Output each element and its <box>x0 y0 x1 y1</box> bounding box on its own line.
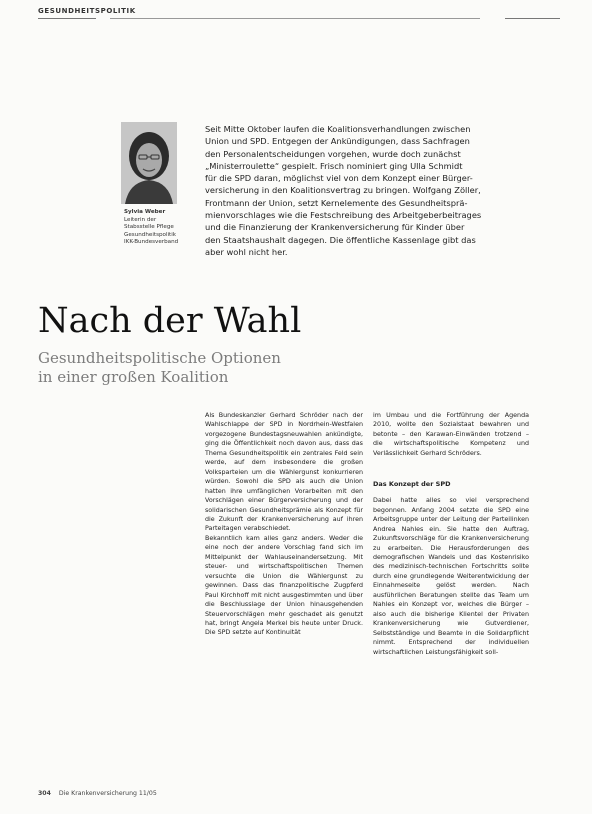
intro-line: Frontmann der Union, setzt Kernelemente des Gesundheitsprä- <box>205 197 468 208</box>
subtitle-line: Gesundheitspolitische Optionen <box>38 349 281 367</box>
author-role-line: Leiterin der <box>124 216 157 223</box>
author-role-line: IKK-Bundesverband <box>124 239 179 246</box>
page-footer <box>38 790 157 797</box>
body-paragraph: Als Bundeskanzler Gerhard Schröder nach der Wahlschlappe der SPD in Nordrhein-Westfalen vorgezogene Bundestagsneuwahlen ankündigte, ging die Öffentlichkeit noch davon aus, dass das Thema Gesundheitspolitik ein zentrales Feld sein werde, auf dem insbesondere die großen Volksparteien um die Wählergunst konkurrieren würden. Sowohl die SPD als auch die Union hatten ihre umfänglichen Vorarbeiten mit den Vorschlägen einer Bürgerversicherung und der solidarischen Gesundheitsprämie als Konzept für die Zukunft der Krankenversicherung auf ihren Parteitagen verabschiedet. <box>205 412 363 533</box>
subtitle-line: in einer großen Koalition <box>38 368 229 386</box>
intro-line: und die Finanzierung der Krankenversicherung für Kinder über <box>205 222 465 233</box>
author-name: Sylvia Weber <box>124 209 166 215</box>
author-role-line: Gesundheitspolitik <box>124 231 177 238</box>
intro-line: aber wohl nicht her. <box>205 246 288 257</box>
body-column-2 <box>373 411 529 657</box>
intro-line: den Staatshaushalt dagegen. Die öffentliche Kassenlage gibt das <box>205 234 476 245</box>
intro-lead <box>205 123 525 258</box>
intro-line: den Personalentscheidungen vorgehen, wurde doch zunächst <box>205 148 461 159</box>
header-rule <box>505 18 560 19</box>
author-caption <box>124 209 204 247</box>
body-paragraph: Bekanntlich kam alles ganz anders. Weder die eine noch der andere Vorschlag fand sich im Mittelpunkt der Wahlauseinandersetzung. Mit steuer- und wirtschaftspolitischen Themen versuchte die Union die Wählergunst zu gewinnen. Dass das finanzpolitische Zugpferd Paul Kirchhoff mit nicht ausgestimmten und über die Beschlusslage der Union hinausgehenden Steuervorschlägen mehr geschadet als genutzt hat, bringt Angela Merkel bis heute unter Druck. Die SPD setzte auf Kontinuität <box>205 534 363 637</box>
intro-line: versicherung in den Koalitionsvertrag zu bringen. Wolfgang Zöller, <box>205 185 481 196</box>
body-paragraph: Dabei hatte alles so viel versprechend begonnen. Anfang 2004 setzte die SPD eine Arbeitsgruppe unter der Leitung der Parteilinken Andrea Nahles ein. Sie hatte den Auftrag, Zukunftsvorschläge für die Krankenversicherung zu erarbeiten. Die Herausforderungen des demografischen Wandels und das Kostenrisiko des medizinisch-technischen Fortschritts sollte durch eine grundlegende Weiterentwicklung der Einnahmeseite gelöst werden. Nach ausführlichen Beratungen stellte das Team um Nahles ein Konzept vor, welches die Bürger – also auch die bisherige Klientel der Privaten Krankenversicherung wie Gutverdiener, Selbstständige und Beamte in die Solidarpflicht nimmt. Entsprechend der individuellen wirtschaftlichen Leistungsfähigkeit soll- <box>373 497 529 656</box>
intro-line: mienvorschlages wie die Festschreibung des Arbeitgeberbeitrages <box>205 210 482 221</box>
body-column-1 <box>205 411 363 638</box>
intro-line: Seit Mitte Oktober laufen die Koalitionsverhandlungen zwischen <box>205 124 471 134</box>
section-heading: Das Konzept der SPD <box>373 480 451 489</box>
body-paragraph: im Umbau und die Fortführung der Agenda 2010, wollte den Sozialstaat bewahren und betonte – den Karawan-Einwänden trotzend – die wirtschaftspolitische Kompetenz und Verlässlichkeit Gerhard Schröders. <box>373 412 529 457</box>
intro-line: „Ministerroulette“ gespielt. Frisch nominiert ging Ulla Schmidt <box>205 160 463 171</box>
article-title: Nach der Wahl <box>38 301 302 341</box>
intro-line: für die SPD daran, möglichst viel von dem Konzept einer Bürger- <box>205 173 473 184</box>
header-rule <box>38 18 96 19</box>
author-photo <box>121 122 177 204</box>
journal-name: Die Krankenversicherung 11/05 <box>58 790 157 797</box>
article-subtitle <box>38 349 338 387</box>
header-rule <box>110 18 480 19</box>
section-header: GESUNDHEITSPOLITIK <box>38 7 136 15</box>
page-number: 304 <box>38 790 51 797</box>
author-role-line: Stabsstelle Pflege <box>124 224 174 231</box>
intro-line: Union und SPD. Entgegen der Ankündigungen, dass Sachfragen <box>205 136 470 147</box>
